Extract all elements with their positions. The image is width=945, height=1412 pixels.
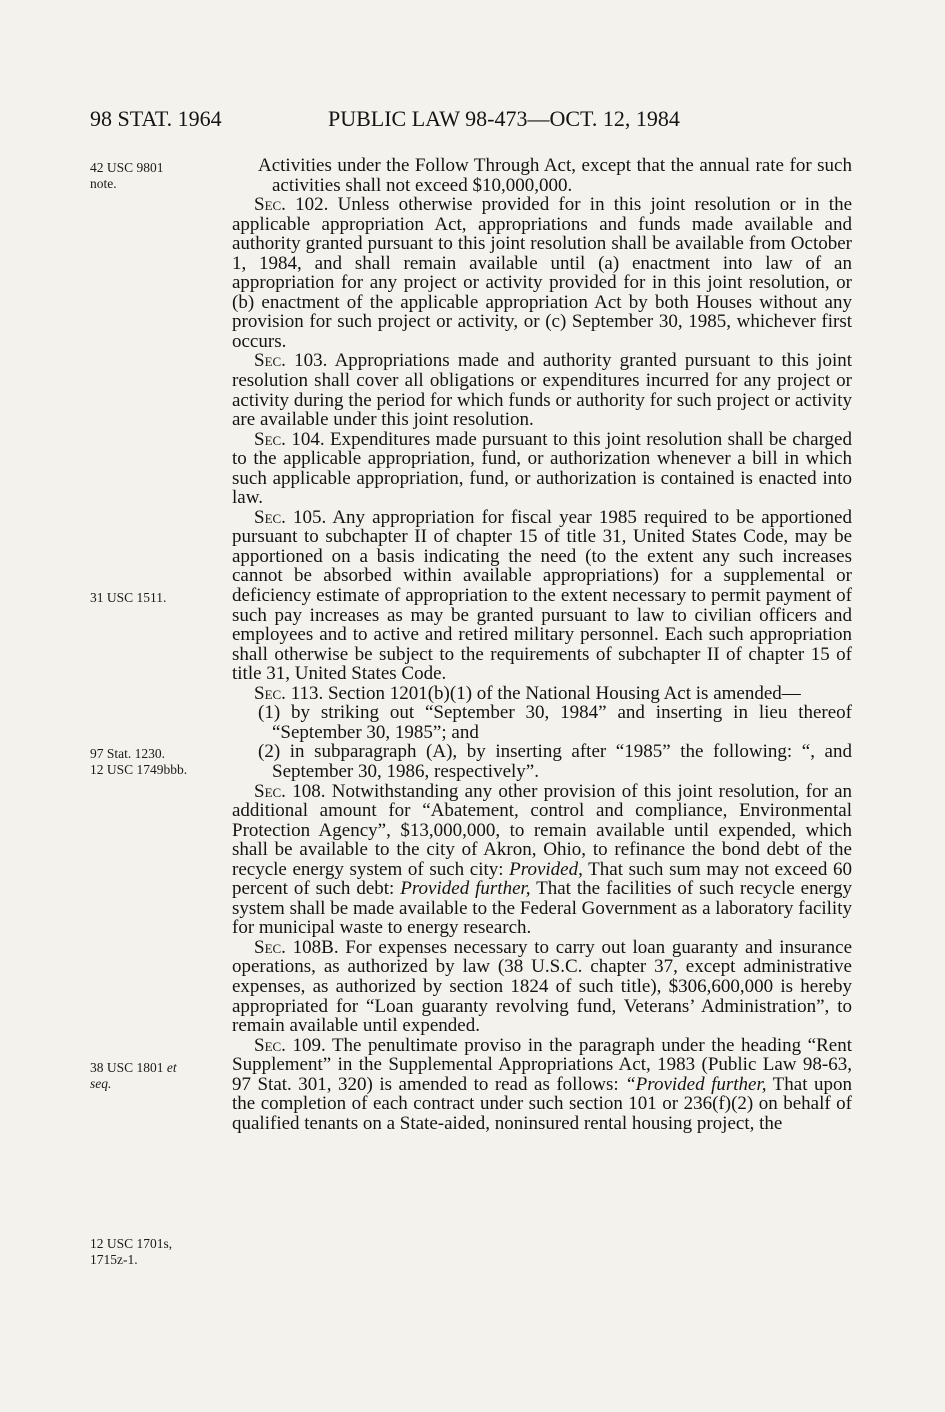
amendment-item-1: (1) by striking out “September 30, 1984” and inserting in lieu thereof “September 30, 1985”; and <box>258 702 852 743</box>
section-103 <box>232 351 852 429</box>
sec-label: Sec. <box>254 682 286 704</box>
margin-note-citation: 38 USC 1801 <box>90 1060 167 1075</box>
section-text: 104. Expenditures made pursuant to this joint resolution shall be charged to the applicable appropriation, fund, or authorization whenever a bill in which such applicable appropriation, fund, or authorization is contained is enacted into law. <box>232 428 852 509</box>
sec-label: Sec. <box>254 350 286 372</box>
section-text: 108B. For expenses necessary to carry out loan guaranty and insurance operations, as authorized by law (38 U.S.C. chapter 37, except administrative expenses, as authorized by section 1824 of such title), $306,600,000 is hereby appropriated for “Loan guaranty revolving fund, Veterans’ Administration”, to remain available until expended. <box>232 936 852 1037</box>
section-109 <box>232 1036 852 1134</box>
proviso-italic: “Provided further, <box>625 1073 767 1095</box>
section-text: 109. The penultimate proviso in the paragraph under the heading “Rent Supplement” in the Supplemental Appropriations Act, 1983 (Public Law 98-63, 97 Stat. 301, 320) is amended to read as follows: <box>232 1034 852 1095</box>
section-108 <box>232 782 852 938</box>
section-108b <box>232 938 852 1036</box>
section-113 <box>232 684 852 704</box>
section-text: 102. Unless otherwise provided for in this joint resolution or in the applicable appropriation Act, appropriations and funds made available and authority granted pursuant to this joint resolution shall be available from October 1, 1984, and shall remain available until (a) enactment into law of an appropriation for any project or activity provided for in this joint resolution, or (b) enactment of the applicable appropriation Act by both Houses without any provision for such project or activity, or (c) September 30, 1985, whichever first occurs. <box>232 194 852 352</box>
proviso-italic: Provided, <box>509 858 583 880</box>
margin-note-38-usc-1801 <box>90 1060 177 1092</box>
section-102 <box>232 195 852 351</box>
margin-note-12-usc-1701s: 12 USC 1701s, 1715z-1. <box>90 1236 173 1267</box>
section-text: That the facilities of such recycle energy system shall be made available to the Federal Government as a laboratory facility for municipal waste to energy research. <box>232 878 852 939</box>
sec-label: Sec. <box>254 936 286 958</box>
section-text: 103. Appropriations made and authority granted pursuant to this joint resolution shall cover all obligations or expenditures incurred for any project or activity during the period for which funds or authority for such project or activity are available under this joint resolution. <box>232 350 852 431</box>
page-header <box>90 106 860 136</box>
margin-note-12-usc-1749bbb: 97 Stat. 1230. 12 USC 1749bbb. <box>90 746 188 777</box>
section-text: 113. Section 1201(b)(1) of the National Housing Act is amended— <box>285 682 801 704</box>
paragraph-follow-through: Activities under the Follow Through Act, except that the annual rate for such activities shall not exceed $10,000,000. <box>258 155 852 196</box>
section-text: 108. Notwithstanding any other provision of this joint resolution, for an additional amount for “Abatement, control and compliance, Environmental Protection Agency”, $13,000,000, to remain available until expended, which shall be available to the city of Akron, Ohio, to refinance the bond debt of the recycle energy system of such city: <box>232 780 852 880</box>
section-text: That upon the completion of each contract under such section 101 or 236(f)(2) on behalf of qualified tenants on a State-aided, noninsured rental housing project, the <box>232 1073 852 1134</box>
running-title: PUBLIC LAW 98-473—OCT. 12, 1984 <box>328 106 680 131</box>
sec-label: Sec. <box>254 1034 286 1056</box>
sec-label: Sec. <box>254 506 286 528</box>
proviso-italic: Provided further, <box>400 878 531 900</box>
sec-label: Sec. <box>254 428 286 450</box>
statute-page-number: 98 STAT. 1964 <box>90 106 222 131</box>
margin-note-31-usc-1511: 31 USC 1511. <box>90 590 167 605</box>
sec-label: Sec. <box>254 780 286 802</box>
amendment-item-2: (2) in subparagraph (A), by inserting after “1985” the following: “, and September 30, 1986, respectively”. <box>258 741 852 782</box>
margin-note-42-usc-9801: 42 USC 9801 note. <box>90 160 164 191</box>
section-text: That such sum may not exceed 60 percent of such debt: <box>232 858 852 900</box>
section-105 <box>232 508 852 684</box>
sec-label: Sec. <box>254 194 286 216</box>
document-body <box>232 156 852 1133</box>
section-104 <box>232 430 852 508</box>
section-text: 105. Any appropriation for fiscal year 1985 required to be apportioned pursuant to subchapter II of chapter 15 of title 31, United States Code, may be apportioned on a basis indicating the need (to the extent any such increases cannot be absorbed within available appropriations) for a supplemental or deficiency estimate of appropriation to the extent necessary to permit payment of such pay increases as may be granted pursuant to law to civilian officers and employees and to active and retired military personnel. Each such appropriation shall otherwise be subject to the requirements of subchapter II of chapter 15 of title 31, United States Code. <box>232 506 852 685</box>
margin-note-et-seq: et seq. <box>90 1060 177 1091</box>
